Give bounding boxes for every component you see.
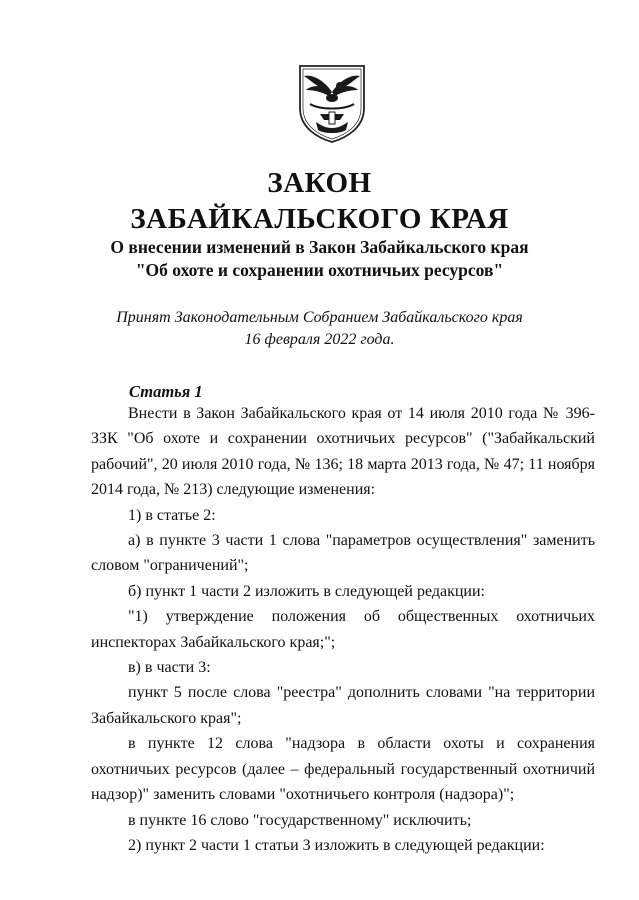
adoption-line-2: 16 февраля 2022 года. <box>244 331 395 348</box>
paragraph: "1) утверждение положения об общественных охотничьих инспекторах Забайкальского края;"; <box>91 608 595 651</box>
region-title: ЗАБАЙКАЛЬСКОГО КРАЯ <box>130 203 509 235</box>
adoption-line-1: Принят Законодательным Собранием Забайкальского края <box>116 309 523 326</box>
article-body <box>91 401 595 858</box>
subtitle-line-2: "Об охоте и сохранении охотничьих ресурсов" <box>135 260 504 280</box>
law-title: ЗАКОН <box>267 167 372 199</box>
article-heading: Статья 1 <box>129 382 203 401</box>
paragraph: а) в пункте 3 части 1 слова "параметров осуществления" заменить словом "ограничений"; <box>91 532 595 575</box>
paragraph: пункт 5 после слова "реестра" дополнить словами "на территории Забайкальского края"; <box>91 684 595 727</box>
paragraph: 2) пункт 2 части 1 статьи 3 изложить в следующей редакции: <box>128 836 545 854</box>
paragraph: б) пункт 1 части 2 изложить в следующей редакции: <box>128 582 485 600</box>
subtitle-line-1: О внесении изменений в Закон Забайкальского края <box>110 237 529 257</box>
adoption-note <box>0 307 639 351</box>
paragraph: в) в части 3: <box>128 659 211 677</box>
paragraph: в пункте 16 слово "государственному" исключить; <box>128 811 472 829</box>
paragraph: в пункте 12 слова "надзора в области охоты и сохранения охотничьих ресурсов (далее – федеральный государственный охотничий надзор)" заменить словами "охотничьего контроля (надзора)"; <box>91 735 595 804</box>
paragraph: Внести в Закон Забайкальского края от 14 июля 2010 года № 396-ЗЗК "Об охоте и сохранении охотничьих ресурсов" ("Забайкальский рабочий", 20 июля 2010 года, № 136; 18 марта 2013 года, № 47; 11 ноября 2014 года, № 213) следующие изменения: <box>91 405 595 499</box>
coat-of-arms-icon <box>296 62 368 144</box>
law-subtitle <box>0 236 639 282</box>
paragraph: 1) в статье 2: <box>128 506 216 524</box>
